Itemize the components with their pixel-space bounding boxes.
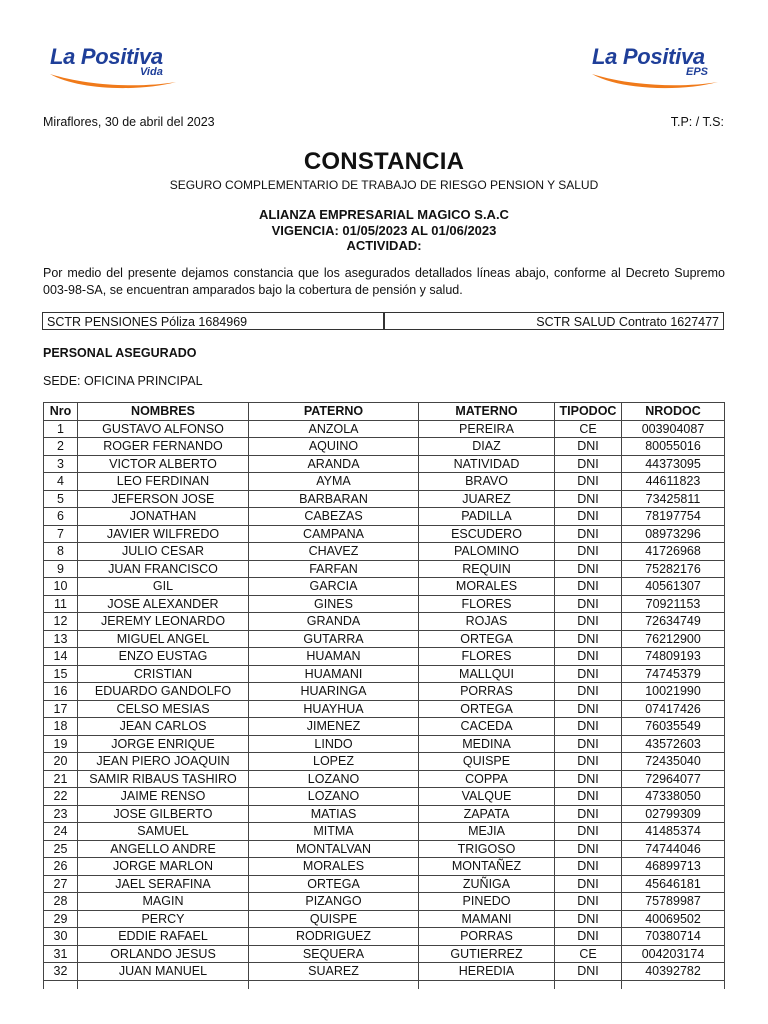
logo-la-positiva-vida — [44, 44, 194, 100]
cell-tipodoc: DNI — [555, 823, 622, 841]
cell-nrodoc: 74809193 — [622, 648, 725, 666]
cell-nro: 31 — [44, 945, 78, 963]
table-row — [44, 490, 725, 508]
table-row — [44, 665, 725, 683]
vigencia: VIGENCIA: 01/05/2023 AL 01/06/2023 — [271, 222, 497, 238]
cell-materno: GUTIERREZ — [419, 945, 555, 963]
cell-nro: 9 — [44, 560, 78, 578]
cell-nrodoc: 02799309 — [622, 805, 725, 823]
cell-nrodoc: 44373095 — [622, 455, 725, 473]
cell-materno: ESCUDERO — [419, 525, 555, 543]
cell-nombres: JUAN MANUEL — [78, 963, 249, 981]
insured-staff-table — [43, 402, 725, 989]
cell-paterno: MITMA — [249, 823, 419, 841]
cell-nro: 28 — [44, 893, 78, 911]
cell-paterno: LINDO — [249, 735, 419, 753]
cell-nro: 8 — [44, 543, 78, 561]
cell-nrodoc: 76212900 — [622, 630, 725, 648]
cell-nombres: JUAN FRANCISCO — [78, 560, 249, 578]
cell-tipodoc: DNI — [555, 560, 622, 578]
cell-nro: 26 — [44, 858, 78, 876]
cell-nrodoc: 004203174 — [622, 945, 725, 963]
cell-nrodoc: 43572603 — [622, 735, 725, 753]
policy-salud: SCTR SALUD Contrato 1627477 — [384, 312, 724, 330]
cell-nombres: JULIO CESAR — [78, 543, 249, 561]
cell-nrodoc: 75282176 — [622, 560, 725, 578]
table-row — [44, 840, 725, 858]
cell-nrodoc: 75789987 — [622, 893, 725, 911]
logo-sub-text: Vida — [140, 66, 163, 78]
logo-brand-text: La Positiva — [50, 44, 163, 69]
cell-nro: 1 — [44, 420, 78, 438]
cell-materno: PORRAS — [419, 683, 555, 701]
cell-materno: NATIVIDAD — [419, 455, 555, 473]
place-date: Miraflores, 30 de abril del 2023 — [43, 115, 215, 129]
table-row — [44, 648, 725, 666]
cell-materno: ORTEGA — [419, 700, 555, 718]
cell-nrodoc: 72435040 — [622, 753, 725, 771]
cell-nrodoc: 70380714 — [622, 928, 725, 946]
cell-tipodoc: DNI — [555, 490, 622, 508]
cell-paterno: ARANDA — [249, 455, 419, 473]
document-title: CONSTANCIA — [303, 148, 465, 175]
logo-swoosh-icon — [590, 72, 720, 92]
cell-tipodoc: DNI — [555, 963, 622, 981]
cell-nro: 24 — [44, 823, 78, 841]
cell-tipodoc: DNI — [555, 753, 622, 771]
cell-materno: VALQUE — [419, 788, 555, 806]
cell-paterno: GINES — [249, 595, 419, 613]
cell-paterno: CABEZAS — [249, 508, 419, 526]
header-nrodoc: NRODOC — [622, 403, 725, 421]
cell-tipodoc: DNI — [555, 735, 622, 753]
cell-tipodoc: DNI — [555, 648, 622, 666]
cell-paterno: CAMPANA — [249, 525, 419, 543]
cell-nro: 4 — [44, 473, 78, 491]
cell-nombres: JEAN CARLOS — [78, 718, 249, 736]
cell-nro: 2 — [44, 438, 78, 456]
cell-paterno: AQUINO — [249, 438, 419, 456]
cell-nro: 21 — [44, 770, 78, 788]
cell-paterno: HUAYHUA — [249, 700, 419, 718]
cell-nombres: EDDIE RAFAEL — [78, 928, 249, 946]
header-nro: Nro — [44, 403, 78, 421]
cell-tipodoc: DNI — [555, 840, 622, 858]
table-row — [44, 753, 725, 771]
cell-nro: 32 — [44, 963, 78, 981]
cell-nro: 30 — [44, 928, 78, 946]
cell-materno: PADILLA — [419, 508, 555, 526]
cell-nombres: MIGUEL ANGEL — [78, 630, 249, 648]
cell-empty — [44, 980, 78, 989]
cell-materno: MEJIA — [419, 823, 555, 841]
cell-paterno: GRANDA — [249, 613, 419, 631]
table-row — [44, 613, 725, 631]
cell-nro: 13 — [44, 630, 78, 648]
cell-paterno: MATIAS — [249, 805, 419, 823]
cell-nombres: ROGER FERNANDO — [78, 438, 249, 456]
cell-materno: FLORES — [419, 648, 555, 666]
table-row — [44, 910, 725, 928]
cell-nombres: GUSTAVO ALFONSO — [78, 420, 249, 438]
cell-paterno: LOZANO — [249, 770, 419, 788]
table-body — [44, 420, 725, 989]
cell-tipodoc: DNI — [555, 508, 622, 526]
table-row — [44, 718, 725, 736]
table-row — [44, 560, 725, 578]
cell-tipodoc: DNI — [555, 438, 622, 456]
cell-nrodoc: 72634749 — [622, 613, 725, 631]
cell-nro: 10 — [44, 578, 78, 596]
table-row — [44, 735, 725, 753]
cell-materno: MAMANI — [419, 910, 555, 928]
cell-nombres: SAMIR RIBAUS TASHIRO — [78, 770, 249, 788]
cell-nrodoc: 73425811 — [622, 490, 725, 508]
cell-nombres: JONATHAN — [78, 508, 249, 526]
cell-nrodoc: 08973296 — [622, 525, 725, 543]
cell-tipodoc: DNI — [555, 455, 622, 473]
cell-nro: 3 — [44, 455, 78, 473]
cell-nro: 29 — [44, 910, 78, 928]
table-row — [44, 420, 725, 438]
cell-nrodoc: 47338050 — [622, 788, 725, 806]
table-row — [44, 438, 725, 456]
cell-materno: MORALES — [419, 578, 555, 596]
cell-nro: 22 — [44, 788, 78, 806]
cell-paterno: MONTALVAN — [249, 840, 419, 858]
table-row — [44, 770, 725, 788]
cell-nombres: PERCY — [78, 910, 249, 928]
cell-materno: ZUÑIGA — [419, 875, 555, 893]
policy-pensiones: SCTR PENSIONES Póliza 1684969 — [42, 312, 384, 330]
cell-tipodoc: DNI — [555, 543, 622, 561]
cell-nrodoc: 40392782 — [622, 963, 725, 981]
cell-nro: 7 — [44, 525, 78, 543]
cell-nrodoc: 003904087 — [622, 420, 725, 438]
cell-materno: MEDINA — [419, 735, 555, 753]
cell-tipodoc: DNI — [555, 770, 622, 788]
cell-tipodoc: CE — [555, 945, 622, 963]
table-row — [44, 788, 725, 806]
header-nombres: NOMBRES — [78, 403, 249, 421]
section-title: PERSONAL ASEGURADO — [43, 346, 197, 360]
cell-nro: 5 — [44, 490, 78, 508]
cell-tipodoc: DNI — [555, 858, 622, 876]
table-row — [44, 683, 725, 701]
table-row — [44, 525, 725, 543]
cell-nro: 14 — [44, 648, 78, 666]
cell-paterno: GUTARRA — [249, 630, 419, 648]
cell-nrodoc: 41726968 — [622, 543, 725, 561]
cell-nro: 6 — [44, 508, 78, 526]
company-block — [0, 207, 768, 254]
cell-materno: PEREIRA — [419, 420, 555, 438]
cell-tipodoc: DNI — [555, 595, 622, 613]
logo-swoosh-icon — [48, 72, 178, 92]
cell-nombres: JEAN PIERO JOAQUIN — [78, 753, 249, 771]
cell-nrodoc: 10021990 — [622, 683, 725, 701]
cell-tipodoc: DNI — [555, 630, 622, 648]
cell-paterno: CHAVEZ — [249, 543, 419, 561]
company-name: ALIANZA EMPRESARIAL MAGICO S.A.C — [259, 207, 509, 222]
cell-nombres: ANGELLO ANDRE — [78, 840, 249, 858]
cell-nombres: ENZO EUSTAG — [78, 648, 249, 666]
cell-nombres: CRISTIAN — [78, 665, 249, 683]
cell-tipodoc: DNI — [555, 875, 622, 893]
cell-tipodoc: DNI — [555, 613, 622, 631]
table-header-row — [44, 403, 725, 421]
table-row — [44, 875, 725, 893]
cell-tipodoc: DNI — [555, 910, 622, 928]
cell-nombres: JEREMY LEONARDO — [78, 613, 249, 631]
cell-nombres: LEO FERDINAN — [78, 473, 249, 491]
cell-nombres: JORGE MARLON — [78, 858, 249, 876]
table-row — [44, 823, 725, 841]
cell-nrodoc: 44611823 — [622, 473, 725, 491]
cell-nrodoc: 40069502 — [622, 910, 725, 928]
table-row — [44, 858, 725, 876]
cell-paterno: FARFAN — [249, 560, 419, 578]
cell-materno: MONTAÑEZ — [419, 858, 555, 876]
cell-nro: 15 — [44, 665, 78, 683]
cell-materno: DIAZ — [419, 438, 555, 456]
table-row — [44, 700, 725, 718]
cell-paterno: PIZANGO — [249, 893, 419, 911]
header-paterno: PATERNO — [249, 403, 419, 421]
table-row — [44, 928, 725, 946]
table-row — [44, 543, 725, 561]
cell-nrodoc: 76035549 — [622, 718, 725, 736]
cell-materno: MALLQUI — [419, 665, 555, 683]
cell-tipodoc: DNI — [555, 473, 622, 491]
cell-materno: JUAREZ — [419, 490, 555, 508]
cell-nrodoc: 74745379 — [622, 665, 725, 683]
table-row — [44, 630, 725, 648]
cell-nombres: JAEL SERAFINA — [78, 875, 249, 893]
cell-materno: PALOMINO — [419, 543, 555, 561]
cell-materno: ORTEGA — [419, 630, 555, 648]
cell-nombres: ORLANDO JESUS — [78, 945, 249, 963]
cell-nombres: CELSO MESIAS — [78, 700, 249, 718]
table-row — [44, 595, 725, 613]
actividad: ACTIVIDAD: — [346, 238, 422, 253]
cell-materno: ZAPATA — [419, 805, 555, 823]
cell-paterno: GARCIA — [249, 578, 419, 596]
cell-nombres: JORGE ENRIQUE — [78, 735, 249, 753]
table-row — [44, 455, 725, 473]
cell-paterno: SEQUERA — [249, 945, 419, 963]
cell-nrodoc: 74744046 — [622, 840, 725, 858]
cell-tipodoc: DNI — [555, 700, 622, 718]
cell-tipodoc: DNI — [555, 718, 622, 736]
cell-empty — [555, 980, 622, 989]
cell-materno: HEREDIA — [419, 963, 555, 981]
cell-empty — [249, 980, 419, 989]
cell-paterno: QUISPE — [249, 910, 419, 928]
cell-nrodoc: 78197754 — [622, 508, 725, 526]
cell-materno: ROJAS — [419, 613, 555, 631]
cell-tipodoc: DNI — [555, 788, 622, 806]
cell-nombres: MAGIN — [78, 893, 249, 911]
policy-box — [42, 312, 724, 330]
cell-paterno: ORTEGA — [249, 875, 419, 893]
cell-paterno: AYMA — [249, 473, 419, 491]
document-subtitle: SEGURO COMPLEMENTARIO DE TRABAJO DE RIESGO PENSION Y SALUD — [169, 178, 599, 192]
logo-sub-text: EPS — [686, 66, 709, 78]
cell-nrodoc: 41485374 — [622, 823, 725, 841]
cell-tipodoc: DNI — [555, 665, 622, 683]
cell-paterno: JIMENEZ — [249, 718, 419, 736]
cell-paterno: MORALES — [249, 858, 419, 876]
cell-nro: 16 — [44, 683, 78, 701]
table-row — [44, 893, 725, 911]
table-row — [44, 805, 725, 823]
cell-tipodoc: CE — [555, 420, 622, 438]
table-row-cutoff — [44, 980, 725, 989]
cell-paterno: SUAREZ — [249, 963, 419, 981]
cell-nro: 25 — [44, 840, 78, 858]
cell-tipodoc: DNI — [555, 893, 622, 911]
header-tipodoc: TIPODOC — [555, 403, 622, 421]
table-row — [44, 945, 725, 963]
cell-tipodoc: DNI — [555, 578, 622, 596]
table-row — [44, 578, 725, 596]
cell-nro: 12 — [44, 613, 78, 631]
header-materno: MATERNO — [419, 403, 555, 421]
cell-nro: 19 — [44, 735, 78, 753]
cell-empty — [622, 980, 725, 989]
cell-empty — [419, 980, 555, 989]
cell-paterno: LOPEZ — [249, 753, 419, 771]
cell-paterno: ANZOLA — [249, 420, 419, 438]
cell-nombres: EDUARDO GANDOLFO — [78, 683, 249, 701]
cell-paterno: HUAMAN — [249, 648, 419, 666]
cell-nro: 20 — [44, 753, 78, 771]
cell-paterno: BARBARAN — [249, 490, 419, 508]
cell-nro: 27 — [44, 875, 78, 893]
cell-materno: BRAVO — [419, 473, 555, 491]
table-row — [44, 963, 725, 981]
cell-nombres: JAVIER WILFREDO — [78, 525, 249, 543]
cell-materno: COPPA — [419, 770, 555, 788]
cell-materno: CACEDA — [419, 718, 555, 736]
cell-materno: TRIGOSO — [419, 840, 555, 858]
cell-empty — [78, 980, 249, 989]
cell-nrodoc: 46899713 — [622, 858, 725, 876]
cell-nombres: SAMUEL — [78, 823, 249, 841]
table-row — [44, 473, 725, 491]
cell-nro: 18 — [44, 718, 78, 736]
cell-nombres: JOSE GILBERTO — [78, 805, 249, 823]
cell-paterno: LOZANO — [249, 788, 419, 806]
cell-nrodoc: 07417426 — [622, 700, 725, 718]
cell-materno: PINEDO — [419, 893, 555, 911]
cell-tipodoc: DNI — [555, 683, 622, 701]
cell-materno: FLORES — [419, 595, 555, 613]
cell-nombres: GIL — [78, 578, 249, 596]
cell-nombres: JAIME RENSO — [78, 788, 249, 806]
sede-label: SEDE: OFICINA PRINCIPAL — [43, 374, 203, 388]
cell-materno: REQUIN — [419, 560, 555, 578]
table-row — [44, 508, 725, 526]
cell-materno: QUISPE — [419, 753, 555, 771]
cell-nombres: JOSE ALEXANDER — [78, 595, 249, 613]
tp-ts-label: T.P: / T.S: — [670, 115, 724, 129]
cell-paterno: HUAMANI — [249, 665, 419, 683]
logo-brand-text: La Positiva — [592, 44, 705, 69]
cell-materno: PORRAS — [419, 928, 555, 946]
logo-la-positiva-eps — [586, 44, 736, 100]
cell-nrodoc: 80055016 — [622, 438, 725, 456]
cell-nrodoc: 72964077 — [622, 770, 725, 788]
cell-nro: 17 — [44, 700, 78, 718]
cell-nombres: VICTOR ALBERTO — [78, 455, 249, 473]
cell-tipodoc: DNI — [555, 805, 622, 823]
cell-paterno: HUARINGA — [249, 683, 419, 701]
cell-tipodoc: DNI — [555, 928, 622, 946]
cell-nrodoc: 40561307 — [622, 578, 725, 596]
cell-nro: 11 — [44, 595, 78, 613]
intro-paragraph: Por medio del presente dejamos constancia que los asegurados detallados líneas abajo, conforme al Decreto Supremo 003-98-SA, se encuentran amparados bajo la cobertura de pensión y salud. — [43, 266, 725, 297]
cell-nrodoc: 70921153 — [622, 595, 725, 613]
cell-nro: 23 — [44, 805, 78, 823]
cell-nrodoc: 45646181 — [622, 875, 725, 893]
cell-tipodoc: DNI — [555, 525, 622, 543]
cell-nombres: JEFERSON JOSE — [78, 490, 249, 508]
cell-paterno: RODRIGUEZ — [249, 928, 419, 946]
